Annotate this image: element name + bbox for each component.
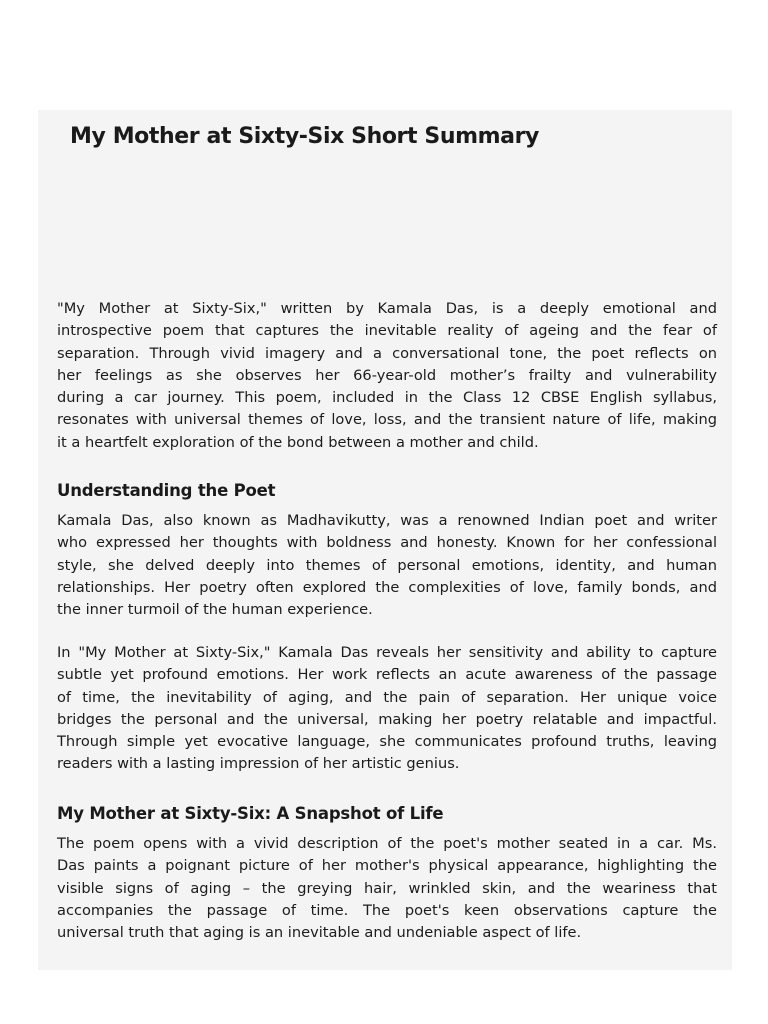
text-line: readers with a lasting impression of her artistic genius.: [57, 755, 460, 773]
poet-paragraph-1: [57, 510, 717, 621]
text-line: "My Mother at Sixty-Six," written by Kamala Das, is a deeply emotional and: [57, 300, 717, 317]
section-heading-snapshot-of-life: My Mother at Sixty-Six: A Snapshot of Life: [57, 804, 444, 823]
snapshot-paragraph: [57, 833, 717, 944]
text-line: style, she delved deeply into themes of personal emotions, identity, and human: [57, 556, 717, 574]
poet-paragraph-2: [57, 642, 717, 776]
text-line: Das paints a poignant picture of her mother's physical appearance, highlighting the: [57, 857, 717, 875]
text-line: her feelings as she observes her 66-year-old mother’s frailty and vulnerability: [57, 366, 717, 384]
text-line: bridges the personal and the universal, making her poetry relatable and impactful.: [57, 710, 717, 728]
text-line: the inner turmoil of the human experience.: [57, 601, 373, 619]
intro-paragraph: [57, 298, 717, 454]
text-line: introspective poem that captures the inevitable reality of ageing and the fear of: [57, 322, 717, 340]
page-title: My Mother at Sixty-Six Short Summary: [70, 124, 539, 149]
text-line: relationships. Her poetry often explored the complexities of love, family bonds, and: [57, 578, 717, 596]
text-line: In "My Mother at Sixty-Six," Kamala Das reveals her sensitivity and ability to capture: [57, 644, 717, 661]
text-line: The poem opens with a vivid description of the poet's mother seated in a car. Ms.: [57, 835, 717, 852]
text-line: separation. Through vivid imagery and a conversational tone, the poet reflects on: [57, 344, 717, 362]
text-line: Through simple yet evocative language, she communicates profound truths, leaving: [57, 733, 717, 751]
text-line: visible signs of aging – the greying hair, wrinkled skin, and the weariness that: [57, 879, 717, 897]
section-heading-understanding-the-poet: Understanding the Poet: [57, 481, 276, 500]
text-line: resonates with universal themes of love, loss, and the transient nature of life, making: [57, 411, 717, 429]
text-line: during a car journey. This poem, included in the Class 12 CBSE English syllabus,: [57, 389, 717, 407]
text-line: Kamala Das, also known as Madhavikutty, was a renowned Indian poet and writer: [57, 512, 717, 529]
text-line: it a heartfelt exploration of the bond between a mother and child.: [57, 433, 539, 451]
text-line: of time, the inevitability of aging, and the pain of separation. Her unique voice: [57, 688, 717, 706]
text-line: accompanies the passage of time. The poet's keen observations capture the: [57, 901, 717, 919]
text-line: who expressed her thoughts with boldness and honesty. Known for her confessional: [57, 534, 717, 552]
text-line: universal truth that aging is an inevitable and undeniable aspect of life.: [57, 924, 582, 942]
text-line: subtle yet profound emotions. Her work reflects an acute awareness of the passage: [57, 666, 717, 684]
